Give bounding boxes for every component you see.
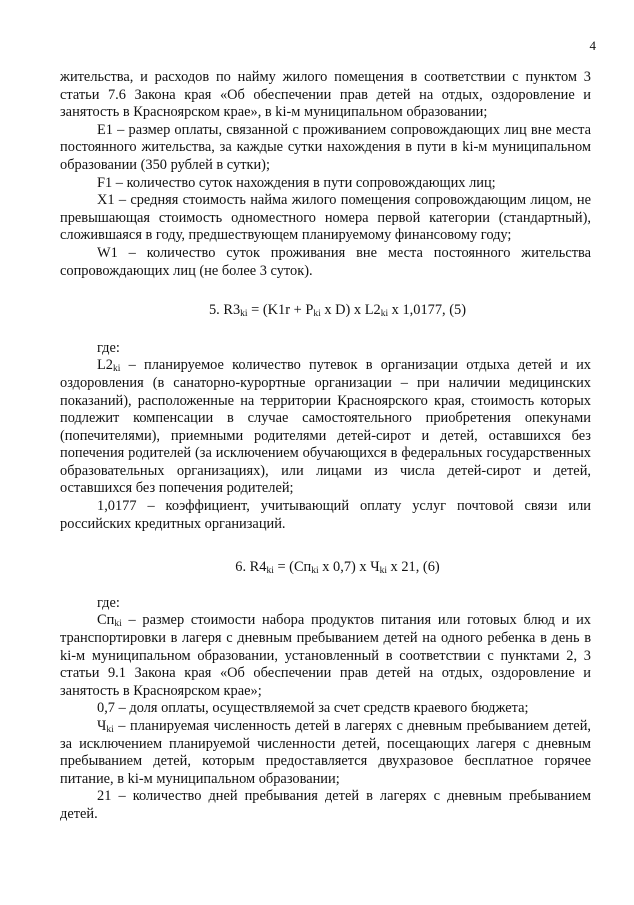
- formula-5-part: x 1,0177, (5): [388, 302, 467, 319]
- formula-6-part: 6. R4: [235, 559, 267, 576]
- l2-symbol: L2: [97, 357, 113, 374]
- page-number: 4: [589, 38, 596, 53]
- paragraph-e1-definition: E1 – размер оплаты, связанной с проживанием сопровождающих лиц вне места постоянного жительства, за каждые сутки нахождения в пути в ki-м муниципальном образовании (350 рублей в сутки);: [60, 121, 591, 173]
- formula-5-subscript: ki: [313, 309, 321, 320]
- formula-5: [60, 302, 591, 320]
- formula-5-part: x D) x L2: [320, 302, 381, 319]
- formula-6-part: x 21, (6): [386, 559, 440, 576]
- formula-6: [60, 559, 591, 577]
- sp-subscript: ki: [114, 619, 122, 630]
- document-body: [60, 69, 591, 824]
- l2-text: – планируемое количество путевок в организации отдыха детей и их оздоровления (в санаторно-курортные организации – при наличии медицинских показаний), расположенные на территории Красноярского края, стоимость которых подлежит компенсации в случае самостоятельного приобретения опекунами (попечителями), приемными родителями детей-сирот и детей, оставшихся без попечения родителей (за исключением обучающихся в федеральных государственных образовательных организациях), или лицами из числа детей-сирот и детей, оставшихся без попечения родителей;: [60, 357, 591, 497]
- paragraph-ch-definition: [60, 718, 591, 788]
- paragraph-days-definition: 21 – количество дней пребывания детей в лагерях с дневным пребыванием детей.: [60, 788, 591, 822]
- paragraph-coefficient-definition: 1,0177 – коэффициент, учитывающий оплату услуг почтовой связи или российских кредитных организаций.: [60, 498, 591, 532]
- sp-symbol: Сп: [97, 612, 115, 629]
- formula-5-subscript: ki: [380, 309, 389, 320]
- paragraph-l2-definition: [60, 357, 591, 498]
- formula-5-part: = (K1r + P: [247, 302, 314, 319]
- paragraph-share-definition: 0,7 – доля оплаты, осуществляемой за счет средств краевого бюджета;: [97, 700, 529, 717]
- sp-text: – размер стоимости набора продуктов питания или готовых блюд и их транспортировки в лагеря с дневным пребыванием детей на одного ребенка в день в ki-м муниципальном образовании, установленный в соответствии с пунктами 2, 3 статьи 9.1 Закона края «Об обеспечении прав детей на отдых, оздоровление и занятость в Красноярском крае»;: [60, 612, 591, 699]
- formula-6-subscript: ki: [379, 566, 387, 577]
- formula-6-subscript: ki: [311, 566, 319, 577]
- formula-5-subscript: ki: [240, 309, 248, 320]
- paragraph-continuation: жительства, и расходов по найму жилого помещения в соответствии с пунктом 3 статьи 7.6 Закона края «Об обеспечении прав детей на отдых, оздоровление и занятость в Красноярском крае», в ki-м муниципальном образовании;: [60, 69, 591, 121]
- l2-subscript: ki: [113, 364, 121, 375]
- where-label: где:: [97, 594, 120, 611]
- where-label: где:: [97, 339, 120, 356]
- ch-subscript: ki: [106, 725, 114, 735]
- paragraph-w1-definition: W1 – количество суток проживания вне места постоянного жительства сопровождающих лиц (не более 3 суток).: [60, 244, 591, 279]
- formula-6-subscript: ki: [266, 566, 274, 577]
- formula-6-part: x 0,7) x Ч: [318, 559, 380, 576]
- ch-symbol: Ч: [97, 718, 107, 734]
- paragraph-f1-definition: F1 – количество суток нахождения в пути сопровождающих лиц;: [97, 174, 496, 191]
- ch-text: – планируемая численность детей в лагерях с дневным пребыванием детей, за исключением планируемой численности детей, посещающих лагеря с дневным пребыванием детей, которым предоставляется двухразовое бесплатное горячее питание, в ki-м муниципальном образовании;: [60, 718, 591, 787]
- paragraph-x1-definition: X1 – средняя стоимость найма жилого помещения сопровождающим лицом, не превышающая стоимость одноместного номера первой категории (стандартный), сложившаяся в году, предшествующем планируемому финансовому году;: [60, 192, 591, 244]
- formula-6-part: = (Сп: [273, 559, 312, 576]
- formula-5-part: 5. R3: [208, 302, 241, 319]
- paragraph-sp-definition: [60, 612, 591, 700]
